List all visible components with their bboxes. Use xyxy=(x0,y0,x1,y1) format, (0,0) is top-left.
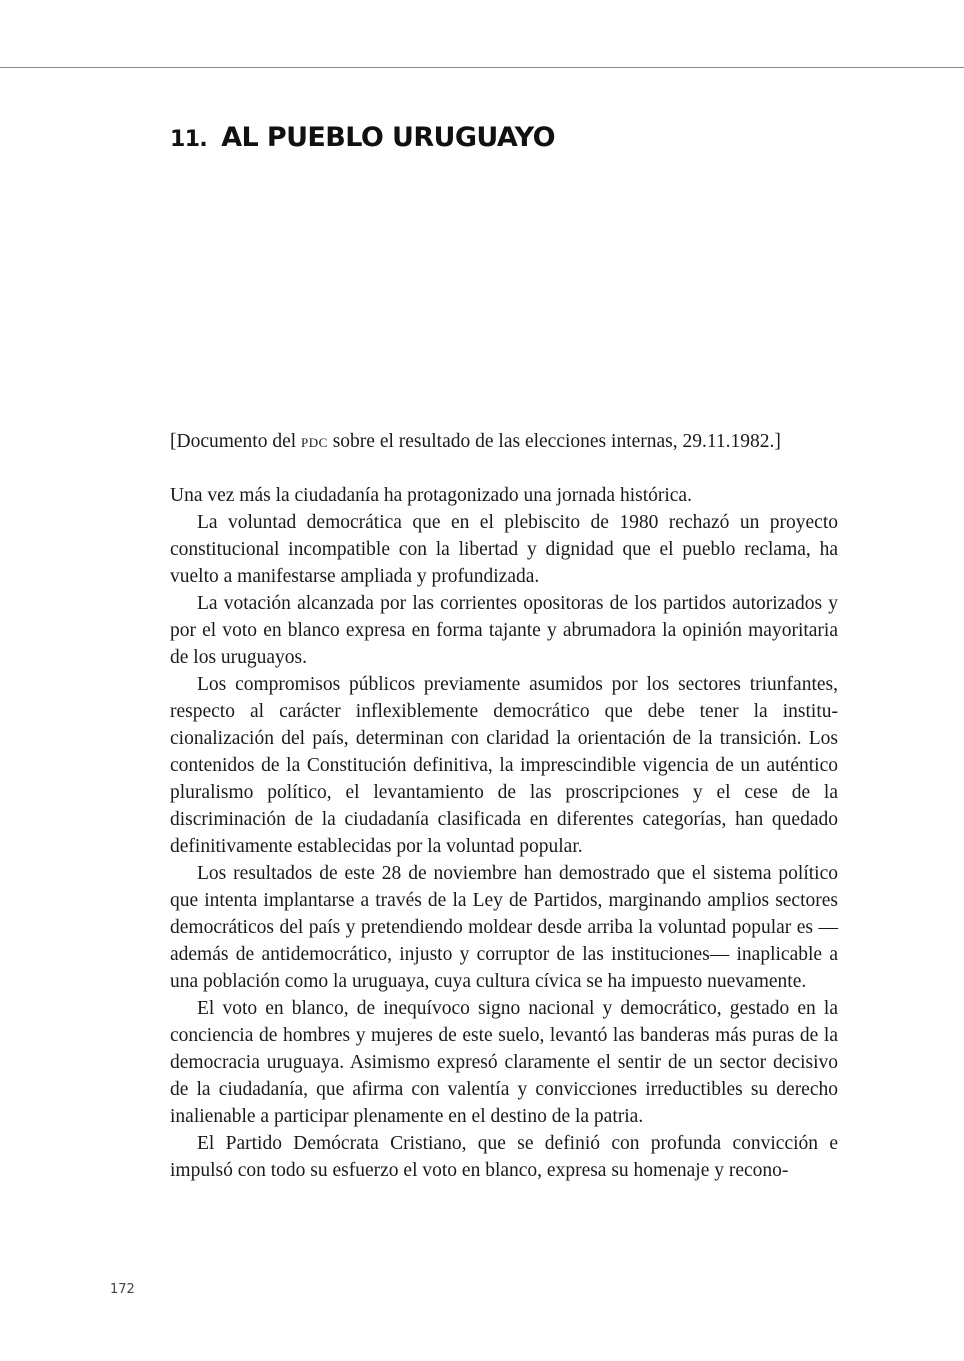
chapter-number: 11. xyxy=(170,127,208,152)
paragraph-7: El Partido Demócrata Cristiano, que se definió con profunda convicción e impulsó con todo su esfuerzo el voto en blanco, expresa su homenaje y recono- xyxy=(170,1133,838,1181)
paragraph-1: Una vez más la ciudadanía ha protagonizado una jornada histórica. xyxy=(170,485,692,506)
source-note xyxy=(170,428,850,456)
paragraph-4: Los compromisos públicos previamente asumidos por los sectores triunfantes, respecto al carácter inflexiblemente democrático que debe tener la institucionalización del país, determinan con claridad la orientación de la transición. Los contenidos de la Constitución definitiva, la imprescindible vigencia de un auténtico pluralismo político, el levantamiento de las proscripciones y el cese de la discriminación de la ciudadanía clasificada en diferentes categorías, han quedado definitivamente establecidas por la voluntad popular. xyxy=(170,674,838,857)
page-number: 172 xyxy=(110,1282,135,1297)
paragraph-2: La voluntad democrática que en el plebiscito de 1980 rechazó un proyecto constitucional incompatible con la libertad y dignidad que el pueblo reclama, ha vuelto a manifestarse ampliada y profundizada. xyxy=(170,512,838,587)
paragraph-5: Los resultados de este 28 de noviembre han demostrado que el sistema político que intenta implantarse a través de la Ley de Partidos, marginando amplios sectores democráticos del país y pretendiendo moldear desde arriba la voluntad popular es —además de antidemocrático, injusto y corruptor de las instituciones— inaplicable a una población como la uruguaya, cuya cultura cívica se ha impuesto nuevamente. xyxy=(170,863,838,992)
header-rule xyxy=(0,67,964,68)
chapter-title: AL PUEBLO URUGUAYO xyxy=(221,122,555,153)
chapter-heading xyxy=(170,122,555,153)
paragraph-3: La votación alcanzada por las corrientes opositoras de los partidos autorizados y por el voto en blanco expresa en forma tajante y abrumadora la opinión mayoritaria de los uruguayos. xyxy=(170,593,838,668)
paragraph-6: El voto en blanco, de inequívoco signo nacional y democrático, gestado en la conciencia de hombres y mujeres de este suelo, levantó las banderas más puras de la democracia uruguaya. Asimismo expresó claramente el sentir de un sector decisivo de la ciudadanía, que afirma con valentía y convicciones irreductibles su derecho inalienable a participar plenamente en el destino de la patria. xyxy=(170,998,838,1127)
party-abbreviation: PDC xyxy=(301,435,328,450)
source-note-end: sobre el resultado de las elecciones internas, 29.11.1982.] xyxy=(327,431,781,452)
body-text xyxy=(170,482,838,1184)
source-note-start: [Documento del xyxy=(170,431,302,452)
